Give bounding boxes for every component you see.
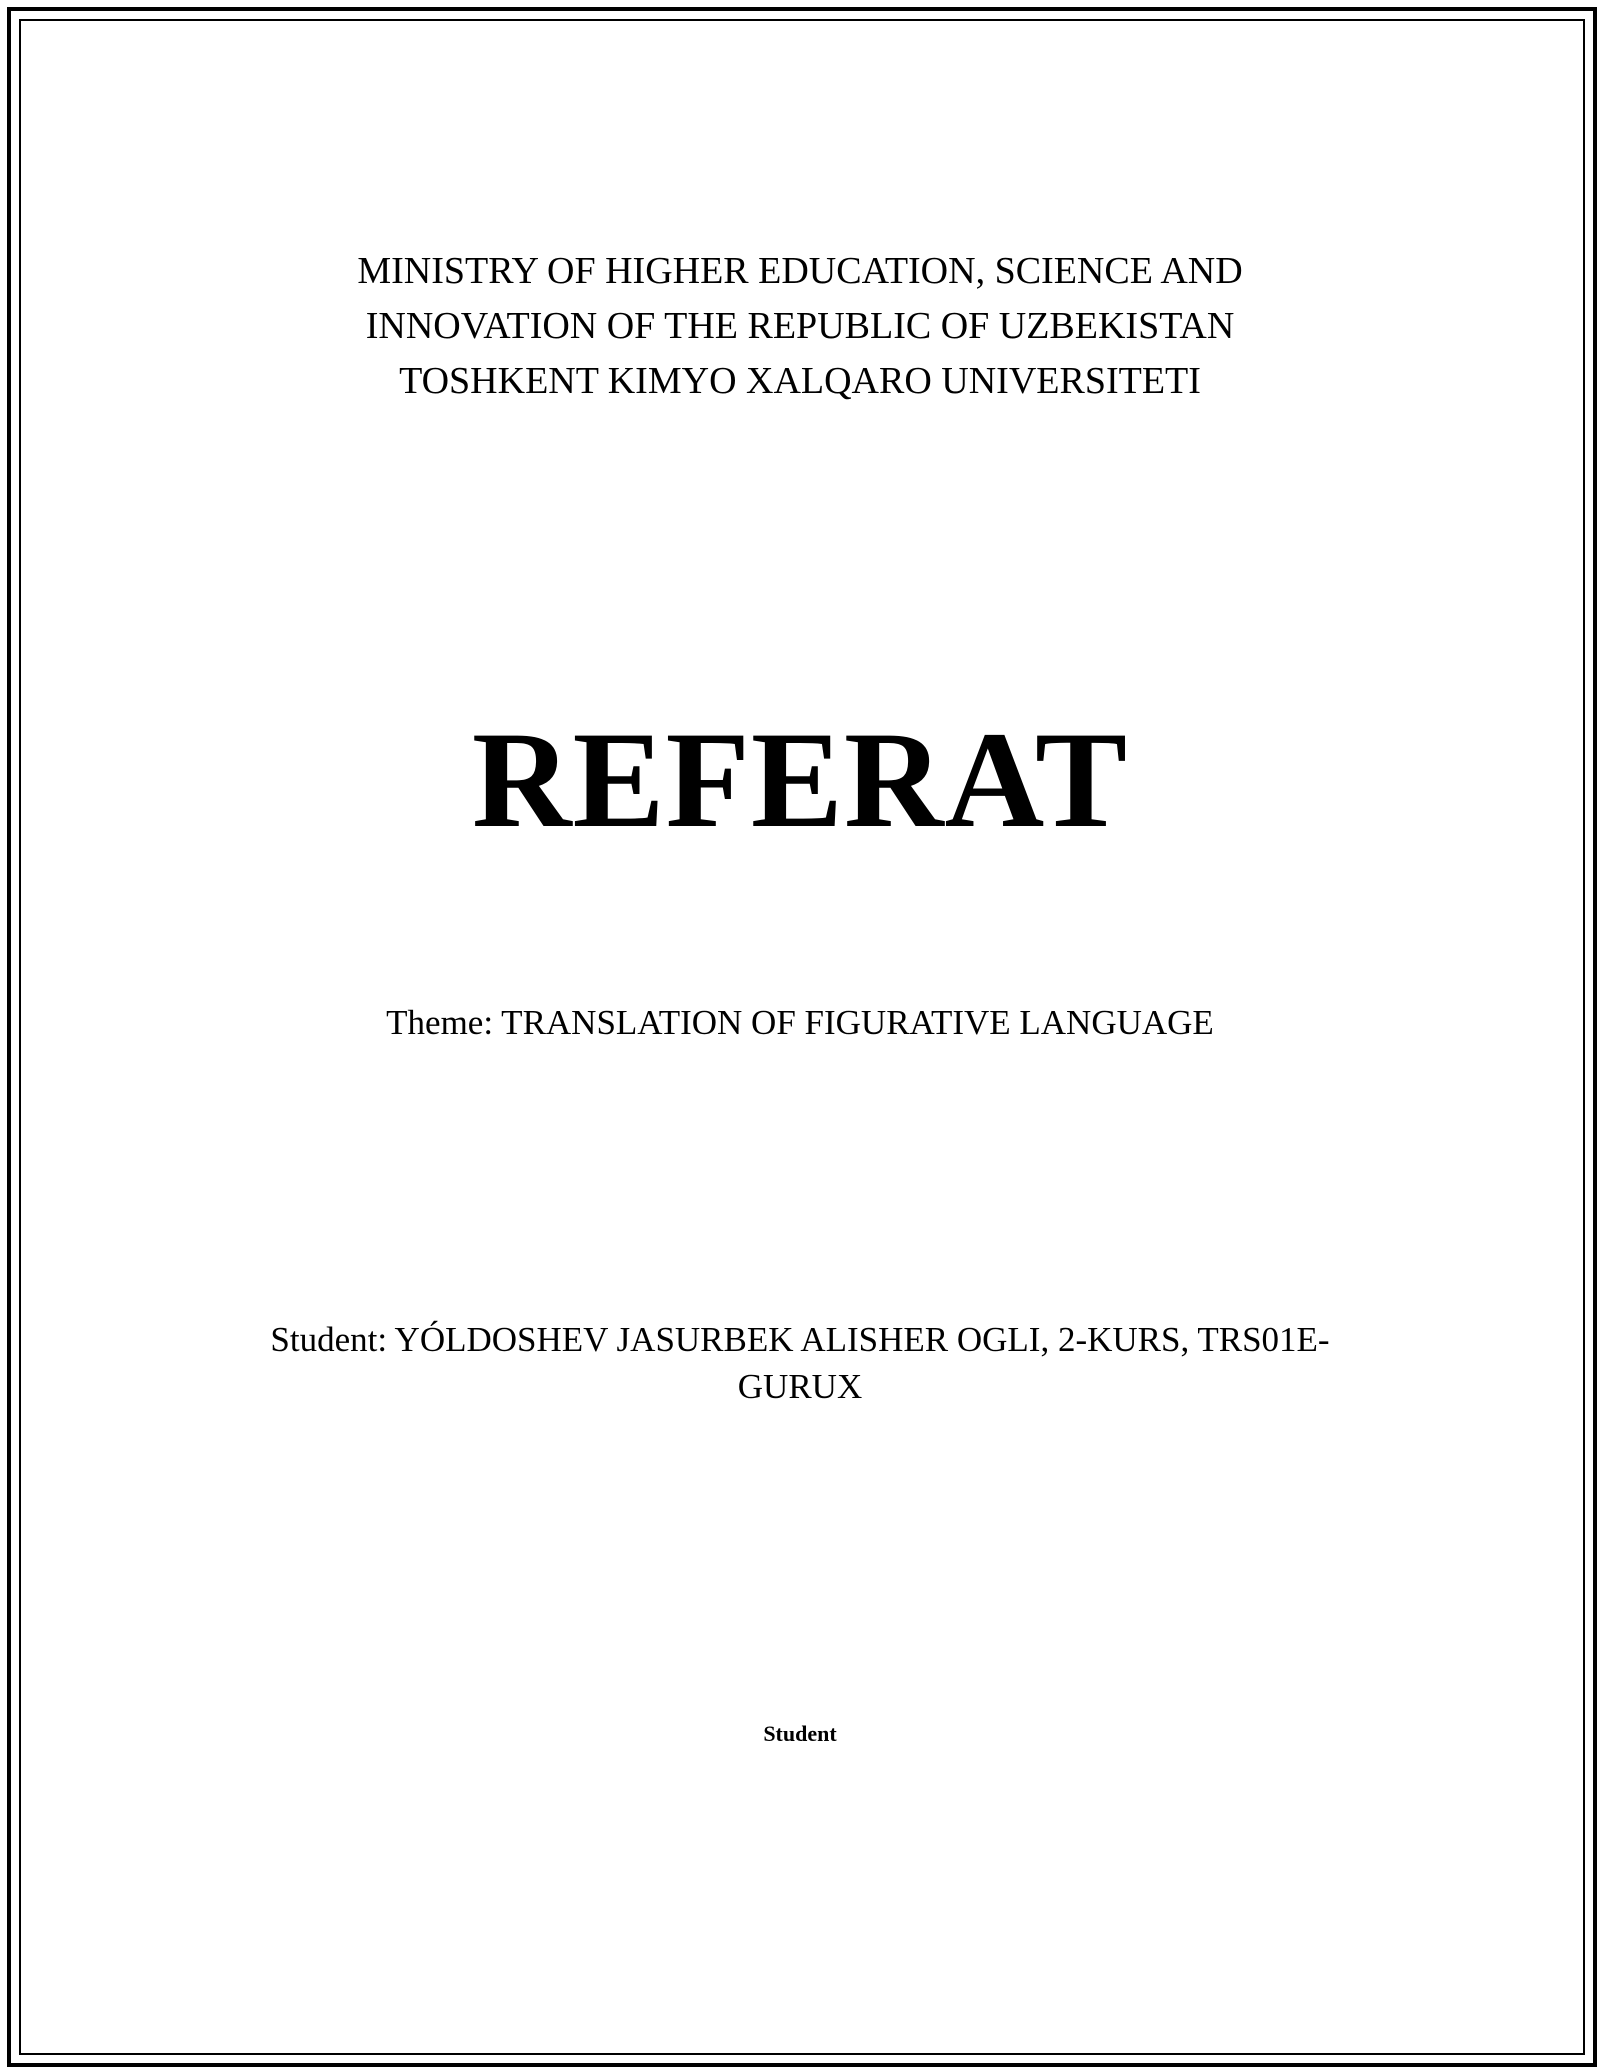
student-info <box>200 1316 1400 1410</box>
header-line-republic: INNOVATION OF THE REPUBLIC OF UZBEKISTAN <box>365 305 1235 347</box>
student-info-line-1: Student: YÓLDOSHEV JASURBEK ALISHER OGLI, 2-KURS, TRS01E- <box>270 1320 1330 1359</box>
student-info-line-2: GURUX <box>737 1367 863 1406</box>
institution-header <box>0 244 1600 409</box>
header-line-university: TOSHKENT KIMYO XALQARO UNIVERSITETI <box>399 360 1201 402</box>
header-line-ministry: MINISTRY OF HIGHER EDUCATION, SCIENCE AND <box>357 250 1243 292</box>
document-theme: Theme: TRANSLATION OF FIGURATIVE LANGUAGE <box>386 1003 1214 1042</box>
signature-label: Student <box>763 1721 837 1746</box>
document-title: REFERAT <box>471 703 1129 856</box>
